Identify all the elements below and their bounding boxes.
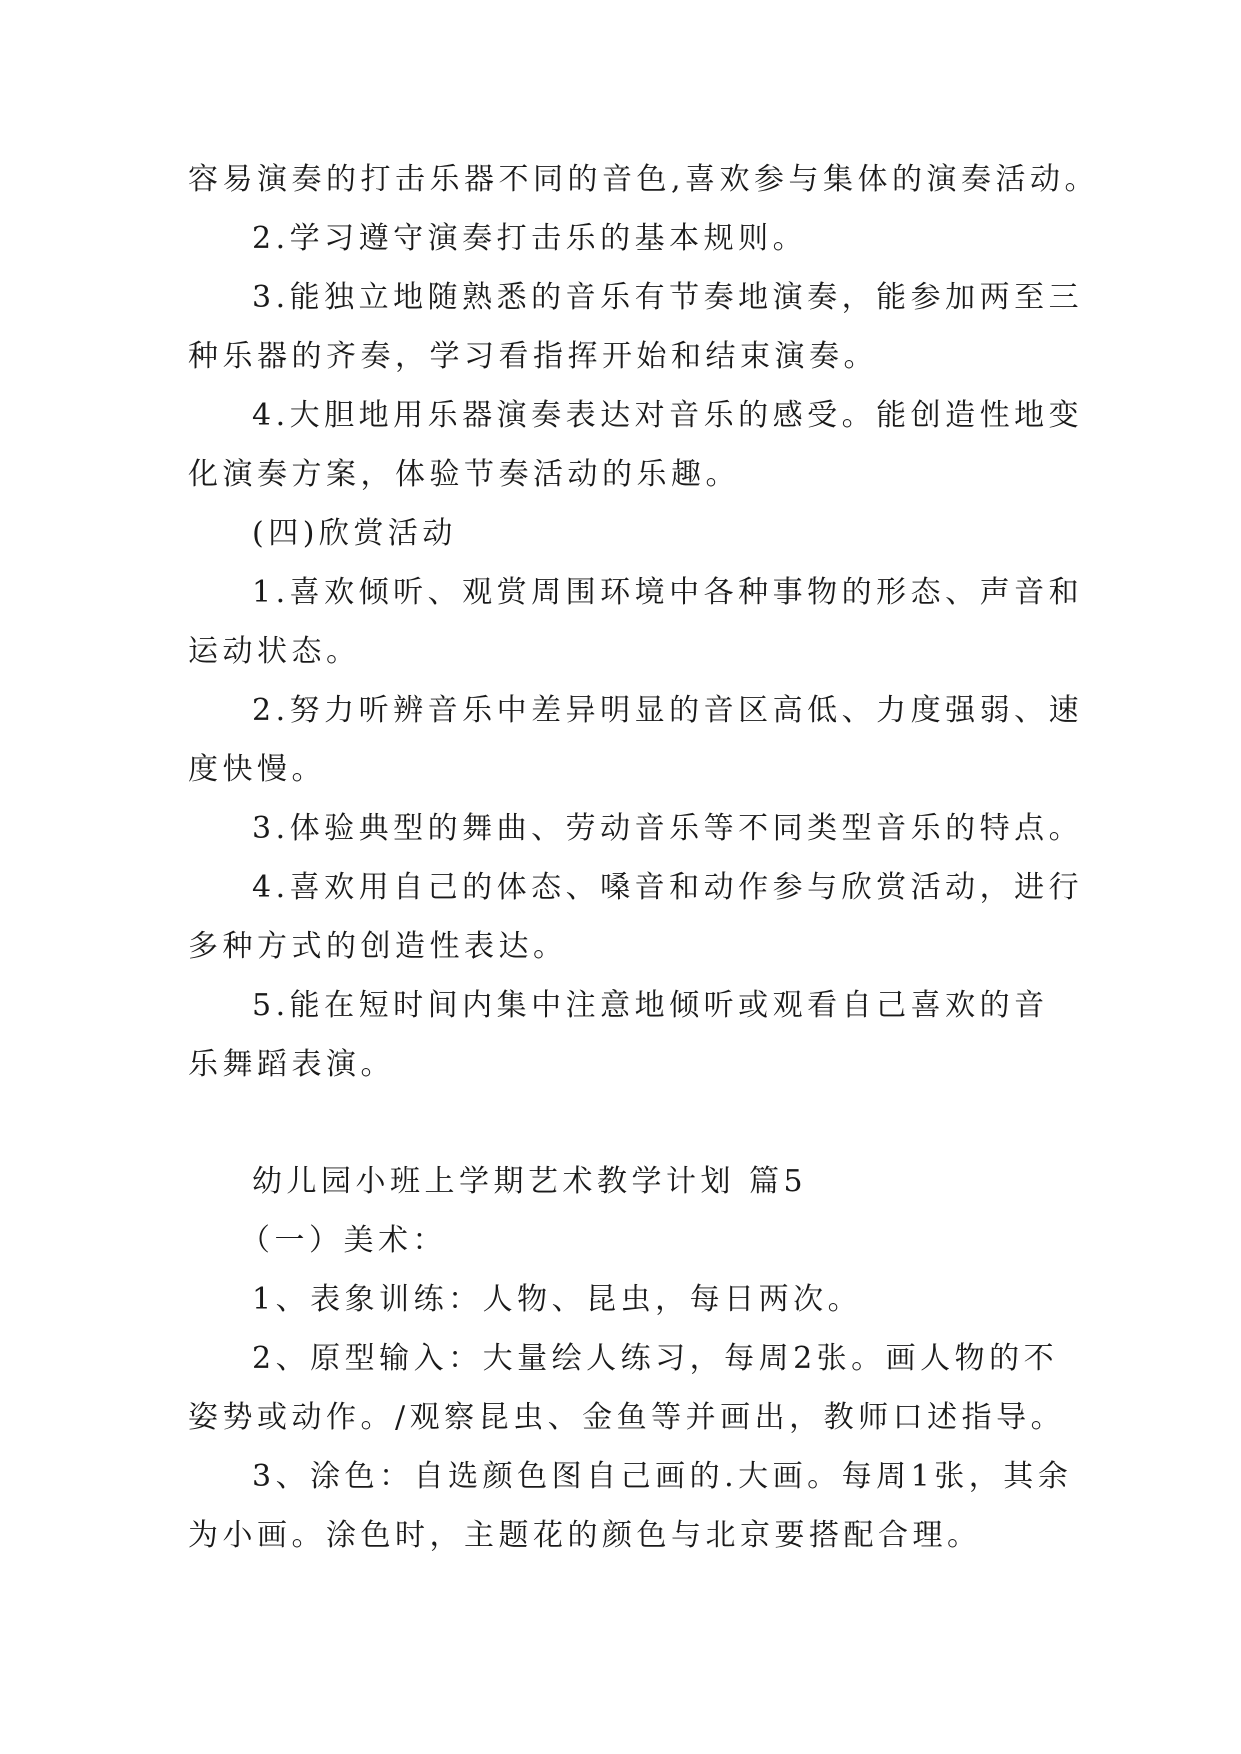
paragraph-line: 2、原型输入：大量绘人练习，每周2张。画人物的不 [252,1341,1059,1376]
paragraph-line: 3.体验典型的舞曲、劳动音乐等不同类型音乐的特点。 [252,811,1084,846]
paragraph-line: 3.能独立地随熟悉的音乐有节奏地演奏，能参加两至三 [252,280,1084,315]
paragraph-line: 2.努力听辨音乐中差异明显的音区高低、力度强弱、速 [252,693,1084,728]
paragraph-line: 种乐器的齐奏，学习看指挥开始和结束演奏。 [188,339,878,374]
section-heading: (四)欣赏活动 [252,516,457,551]
paragraph-line: 4.大胆地用乐器演奏表达对音乐的感受。能创造性地变 [252,398,1084,433]
paragraph-line: 度快慢。 [188,752,326,787]
paragraph-line: 1、表象训练：人物、昆虫，每日两次。 [252,1282,863,1317]
paragraph-line: 3、涂色：自选颜色图自己画的.大画。每周1张，其余 [252,1459,1073,1494]
paragraph-line: 容易演奏的打击乐器不同的音色,喜欢参与集体的演奏活动。 [188,162,1100,197]
paragraph-line: 多种方式的创造性表达。 [188,929,568,964]
paragraph-line: 运动状态。 [188,634,361,669]
paragraph-line: 化演奏方案，体验节奏活动的乐趣。 [188,457,740,492]
paragraph-line: 4.喜欢用自己的体态、嗓音和动作参与欣赏活动，进行 [252,870,1084,905]
paragraph-line: 5.能在短时间内集中注意地倾听或观看自己喜欢的音 [252,988,1049,1023]
paragraph-line: 2.学习遵守演奏打击乐的基本规则。 [252,221,808,256]
paragraph-line: 为小画。涂色时，主题花的颜色与北京要搭配合理。 [188,1518,982,1553]
paragraph-line: 乐舞蹈表演。 [188,1047,395,1082]
section-heading: （一）美术： [240,1223,447,1258]
article-title: 幼儿园小班上学期艺术教学计划 篇5 [252,1164,808,1199]
paragraph-line: 姿势或动作。/观察昆虫、金鱼等并画出，教师口述指导。 [188,1400,1066,1435]
paragraph-line: 1.喜欢倾听、观赏周围环境中各种事物的形态、声音和 [252,575,1084,610]
